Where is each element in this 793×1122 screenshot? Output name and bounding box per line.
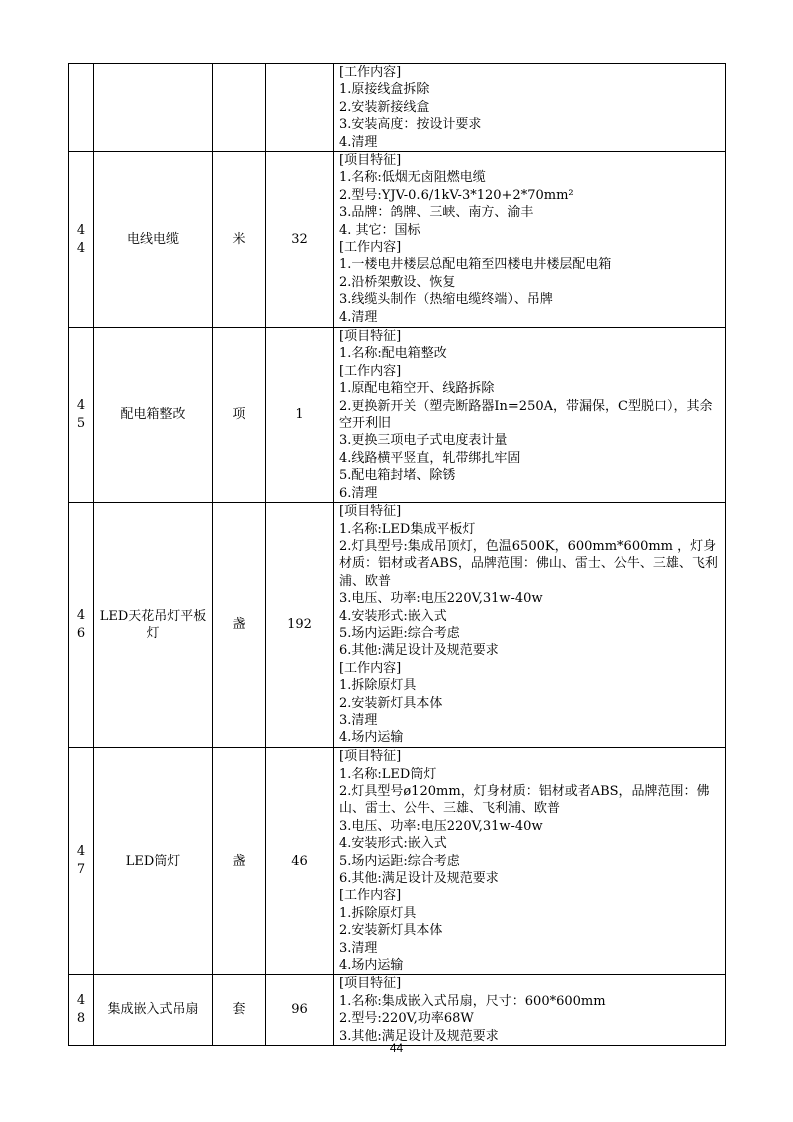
item-name: 集成嵌入式吊扇 [94, 975, 213, 1046]
description-line: 4.安装形式:嵌入式 [339, 836, 447, 852]
description-line: 2.型号:220V,功率68W [339, 1011, 474, 1027]
row-number-digit: 6 [76, 626, 86, 642]
item-unit [213, 64, 266, 152]
description-line: 1.名称:集成嵌入式吊扇，尺寸：600*600mm [339, 993, 606, 1009]
description-line: 1.原配电箱空开、线路拆除 [339, 381, 495, 397]
description-line: [项目特征] [339, 976, 402, 992]
description-line: 2.更换新开关（塑壳断路器In=250A，带漏保，C型脱口），其余空开利旧 [339, 398, 713, 432]
description-line: 6.其他:满足设计及规范要求 [339, 643, 499, 659]
description-line: 2.沿桥架敷设、恢复 [339, 274, 456, 290]
item-unit: 盏 [213, 503, 266, 748]
item-description [334, 975, 726, 1046]
item-description [334, 328, 726, 503]
description-line: 3.电压、功率:电压220V,31w-40w [339, 591, 543, 607]
description-line: 1.名称:低烟无卤阻燃电缆 [339, 170, 486, 186]
description-line: 2.安装新灯具本体 [339, 695, 443, 711]
description-line: 4.安装形式:嵌入式 [339, 608, 447, 624]
item-quantity: 96 [266, 975, 334, 1046]
item-unit: 米 [213, 152, 266, 328]
description-line: 3.清理 [339, 712, 378, 728]
row-number-digit: 4 [76, 993, 86, 1009]
description-line: [项目特征] [339, 153, 402, 169]
row-number-digit: 4 [76, 222, 86, 238]
table-row [69, 975, 726, 1046]
table-body [69, 64, 726, 1046]
description-line: 4.场内运输 [339, 957, 404, 973]
description-line: [项目特征] [339, 749, 402, 765]
row-number-digit: 7 [76, 862, 86, 878]
description-line: 1.名称:配电箱整改 [339, 346, 447, 362]
row-number [69, 152, 94, 328]
item-description [334, 748, 726, 975]
item-description [334, 152, 726, 328]
item-quantity: 46 [266, 748, 334, 975]
item-name: 配电箱整改 [94, 328, 213, 503]
description-line: 1.拆除原灯具 [339, 678, 417, 694]
item-quantity [266, 64, 334, 152]
item-quantity: 1 [266, 328, 334, 503]
row-number [69, 328, 94, 503]
description-line: 6.清理 [339, 485, 378, 501]
row-number [69, 503, 94, 748]
description-line: 4. 其它：国标 [339, 222, 421, 238]
description-line: 5.配电箱封堵、除锈 [339, 468, 456, 484]
description-line: 6.其他:满足设计及规范要求 [339, 870, 499, 886]
description-line: 1.拆除原灯具 [339, 905, 417, 921]
description-line: 2.安装新灯具本体 [339, 923, 443, 939]
description-line: [工作内容] [339, 363, 402, 379]
page-number: 44 [389, 1041, 404, 1055]
description-line: [项目特征] [339, 329, 402, 345]
item-name: 电线电缆 [94, 152, 213, 328]
description-line: 2.灯具型号:集成吊顶灯，色温6500K，600mm*600mm ，灯身材质：铝材或者ABS，品牌范围：佛山、雷士、公牛、三雄、飞利浦、欧普 [339, 538, 718, 589]
description-line: 4.清理 [339, 309, 378, 325]
row-number [69, 748, 94, 975]
description-line: [项目特征] [339, 504, 402, 520]
description-line: 5.场内运距:综合考虑 [339, 853, 460, 869]
description-line: 4.线路横平竖直，轧带绑扎牢固 [339, 450, 521, 466]
row-number-digit: 4 [76, 240, 86, 256]
row-number [69, 64, 94, 152]
table-row [69, 64, 726, 152]
table-row [69, 748, 726, 975]
description-line: 4.场内运输 [339, 730, 404, 746]
description-line: 1.一楼电井楼层总配电箱至四楼电井楼层配电箱 [339, 257, 612, 273]
description-line: 3.清理 [339, 940, 378, 956]
description-line: 2.型号:YJV-0.6/1kV-3*120+2*70mm² [339, 187, 574, 203]
table-row [69, 152, 726, 328]
item-description [334, 64, 726, 152]
description-line: [工作内容] [339, 65, 402, 80]
bill-of-quantities-table [68, 63, 726, 1046]
description-line: [工作内容] [339, 888, 402, 904]
description-line: 2.灯具型号ø120mm，灯身材质：铝材或者ABS，品牌范围：佛山、雷士、公牛、三雄、飞利浦、欧普 [339, 783, 710, 817]
row-number [69, 975, 94, 1046]
item-description [334, 503, 726, 748]
row-number-digit: 5 [76, 416, 86, 432]
description-line: 1.名称:LED集成平板灯 [339, 521, 476, 537]
description-line: 5.场内运距:综合考虑 [339, 625, 460, 641]
description-line: 2.安装新接线盒 [339, 99, 430, 115]
description-line: [工作内容] [339, 660, 402, 676]
row-number-digit: 4 [76, 844, 86, 860]
table-row [69, 503, 726, 748]
item-quantity: 32 [266, 152, 334, 328]
description-line: 4.清理 [339, 134, 378, 150]
description-line: 3.电压、功率:电压220V,31w-40w [339, 818, 543, 834]
description-line: [工作内容] [339, 240, 402, 256]
item-name: LED筒灯 [94, 748, 213, 975]
item-unit: 套 [213, 975, 266, 1046]
description-line: 3.安装高度：按设计要求 [339, 117, 482, 133]
item-name: LED天花吊灯平板灯 [94, 503, 213, 748]
description-line: 1.名称:LED筒灯 [339, 766, 437, 782]
item-unit: 盏 [213, 748, 266, 975]
row-number-digit: 8 [76, 1011, 86, 1027]
item-unit: 项 [213, 328, 266, 503]
item-quantity: 192 [266, 503, 334, 748]
description-line: 3.更换三项电子式电度表计量 [339, 433, 508, 449]
description-line: 3.品牌：鸽牌、三峡、南方、渝丰 [339, 205, 534, 221]
item-name [94, 64, 213, 152]
row-number-digit: 4 [76, 398, 86, 414]
description-line: 1.原接线盒拆除 [339, 82, 430, 98]
row-number-digit: 4 [76, 608, 86, 624]
description-line: 3.线缆头制作（热缩电缆终端）、吊牌 [339, 292, 553, 308]
description-line: 3.其他:满足设计及规范要求 [339, 1028, 499, 1044]
table-row [69, 328, 726, 503]
